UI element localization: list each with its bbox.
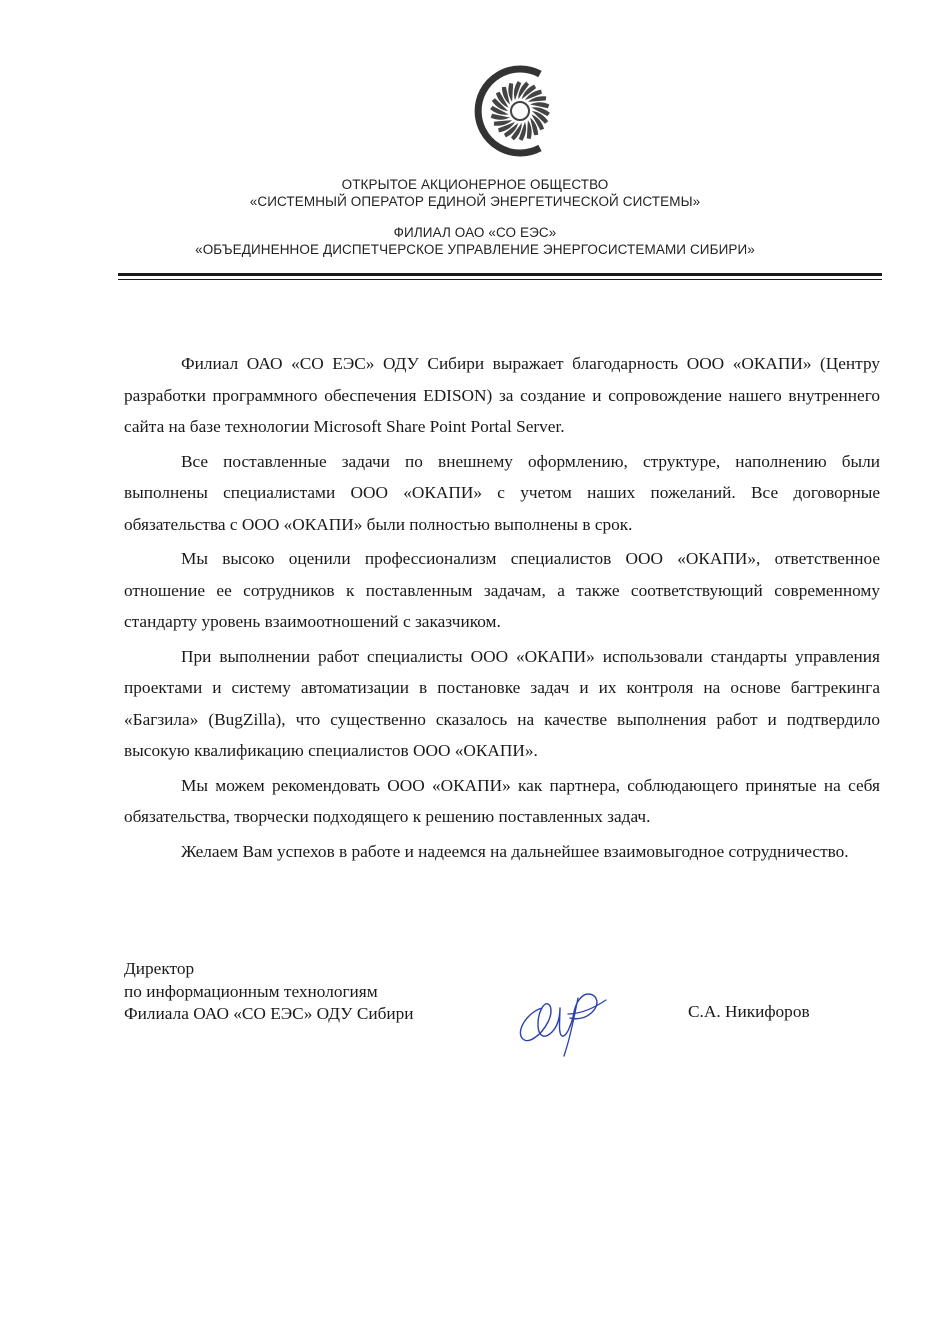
- org-line-2: «СИСТЕМНЫЙ ОПЕРАТОР ЕДИНОЙ ЭНЕРГЕТИЧЕСКОЙ СИСТЕМЫ»: [249, 194, 701, 209]
- paragraph-2: Все поставленные задачи по внешнему оформлению, структуре, наполнению были выполнены специалистами ООО «ОКАПИ» с учетом наших пожеланий. Все договорные обязательства с ООО «ОКАПИ» были полностью выполнены в срок.: [124, 451, 880, 534]
- logo-ray: [491, 114, 510, 120]
- logo-ray: [530, 102, 549, 108]
- paragraph-3: Мы высоко оценили профессионализм специалистов ООО «ОКАПИ», ответственное отношение ее сотрудников к поставленным задачам, а также соответствующий современному стандарту уровень взаимоотношений с заказчиком.: [124, 549, 880, 631]
- header-divider-thin: [118, 279, 882, 280]
- signatory-title-line-2: по информационным технологиям: [124, 981, 378, 1001]
- branch-line-1: ФИЛИАЛ ОАО «СО ЕЭС»: [393, 225, 557, 240]
- header-divider-thick: [118, 273, 882, 276]
- signatory-title-line-3: Филиала ОАО «СО ЕЭС» ОДУ Сибири: [124, 1004, 414, 1023]
- logo-ray: [527, 120, 532, 139]
- org-line-1: ОТКРЫТОЕ АКЦИОНЕРНОЕ ОБЩЕСТВО: [341, 177, 609, 192]
- branch-name: [0, 224, 950, 258]
- signatory-title: [124, 958, 414, 1026]
- branch-line-2: «ОБЪЕДИНЕННОЕ ДИСПЕТЧЕРСКОЕ УПРАВЛЕНИЕ ЭНЕРГОСИСТЕМАМИ СИБИРИ»: [195, 242, 755, 257]
- signatory-title-line-1: Директор: [124, 959, 195, 978]
- organization-name: [0, 176, 950, 210]
- letter-body: [124, 348, 880, 870]
- paragraph-4: При выполнении работ специалисты ООО «ОКАПИ» использовали стандарты управления проектами и систему автоматизации в постановке задач и их контроля на основе багтрекинга «Багзила» (BugZilla), что существенно сказалось на качестве выполнения работ и подтвердило высокую квалификацию специалистов ООО «ОКАПИ».: [124, 646, 880, 760]
- logo-ray: [508, 83, 513, 102]
- handwritten-signature: [508, 978, 620, 1060]
- so-ees-sun-logo-icon: [470, 60, 572, 162]
- paragraph-6: Желаем Вам успехов в работе и надеемся на дальнейшее взаимовыгодное сотрудничество.: [181, 841, 849, 861]
- signatory-name: С.А. Никифоров: [688, 1002, 810, 1021]
- paragraph-5: Мы можем рекомендовать ООО «ОКАПИ» как партнера, соблюдающего принятые на себя обязательства, творчески подходящего к решению поставленных задач.: [124, 775, 880, 826]
- paragraph-1: Филиал ОАО «СО ЕЭС» ОДУ Сибири выражает благодарность ООО «ОКАПИ» (Центру разработки программного обеспечения EDISON) за создание и сопровождение нашего внутреннего сайта на базе технологии Microsoft Share Point Portal Server.: [124, 354, 880, 436]
